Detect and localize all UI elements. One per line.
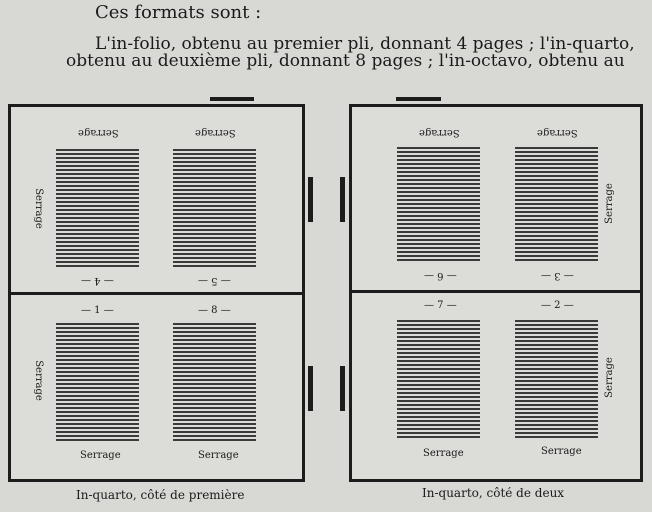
fold-mark bbox=[396, 97, 441, 101]
serrage-label: Serrage bbox=[423, 448, 464, 459]
serrage-label: Serrage bbox=[419, 127, 460, 138]
serrage-label: Serrage bbox=[80, 450, 121, 461]
page-6 bbox=[397, 147, 480, 263]
serrage-label: Serrage bbox=[603, 183, 615, 224]
body-line: L'in-folio, obtenu au premier pli, donnant 4 pages ; l'in-quarto, bbox=[95, 34, 635, 54]
serrage-label: Serrage bbox=[198, 450, 239, 461]
page-number: — 4 — bbox=[81, 275, 114, 286]
page-number: — 3 — bbox=[541, 270, 574, 281]
page-number: — 6 — bbox=[424, 270, 457, 281]
fold-mark bbox=[308, 366, 313, 411]
serrage-label: Serrage bbox=[32, 360, 44, 401]
fold-mark bbox=[340, 366, 345, 411]
page-1 bbox=[56, 323, 139, 441]
page-number: — 8 — bbox=[198, 305, 231, 316]
fold-mark bbox=[308, 177, 313, 222]
caption: In-quarto, côté de deux bbox=[422, 486, 565, 500]
sheet-deux bbox=[349, 104, 643, 482]
serrage-label: Serrage bbox=[195, 127, 236, 138]
heading: Ces formats sont : bbox=[95, 2, 262, 23]
page-number: — 1 — bbox=[81, 305, 114, 316]
page-number: — 2 — bbox=[541, 300, 574, 311]
serrage-label: Serrage bbox=[603, 357, 615, 398]
fold-mark bbox=[210, 97, 254, 101]
page-number: — 7 — bbox=[424, 300, 457, 311]
serrage-label: Serrage bbox=[541, 446, 582, 457]
page-4 bbox=[56, 149, 139, 267]
page-3 bbox=[515, 147, 598, 263]
page-number: — 5 — bbox=[198, 275, 231, 286]
fold-line bbox=[8, 292, 305, 295]
caption: In-quarto, côté de première bbox=[76, 488, 245, 502]
page-7 bbox=[397, 320, 480, 438]
body-line: obtenu au deuxième pli, donnant 8 pages ; l'in-octavo, obtenu au bbox=[66, 51, 625, 71]
fold-mark bbox=[340, 177, 345, 222]
page-8 bbox=[173, 323, 256, 441]
page-5 bbox=[173, 149, 256, 267]
page-2 bbox=[515, 320, 598, 438]
serrage-label: Serrage bbox=[32, 188, 44, 229]
serrage-label: Serrage bbox=[78, 127, 119, 138]
serrage-label: Serrage bbox=[537, 127, 578, 138]
fold-line bbox=[349, 290, 643, 293]
